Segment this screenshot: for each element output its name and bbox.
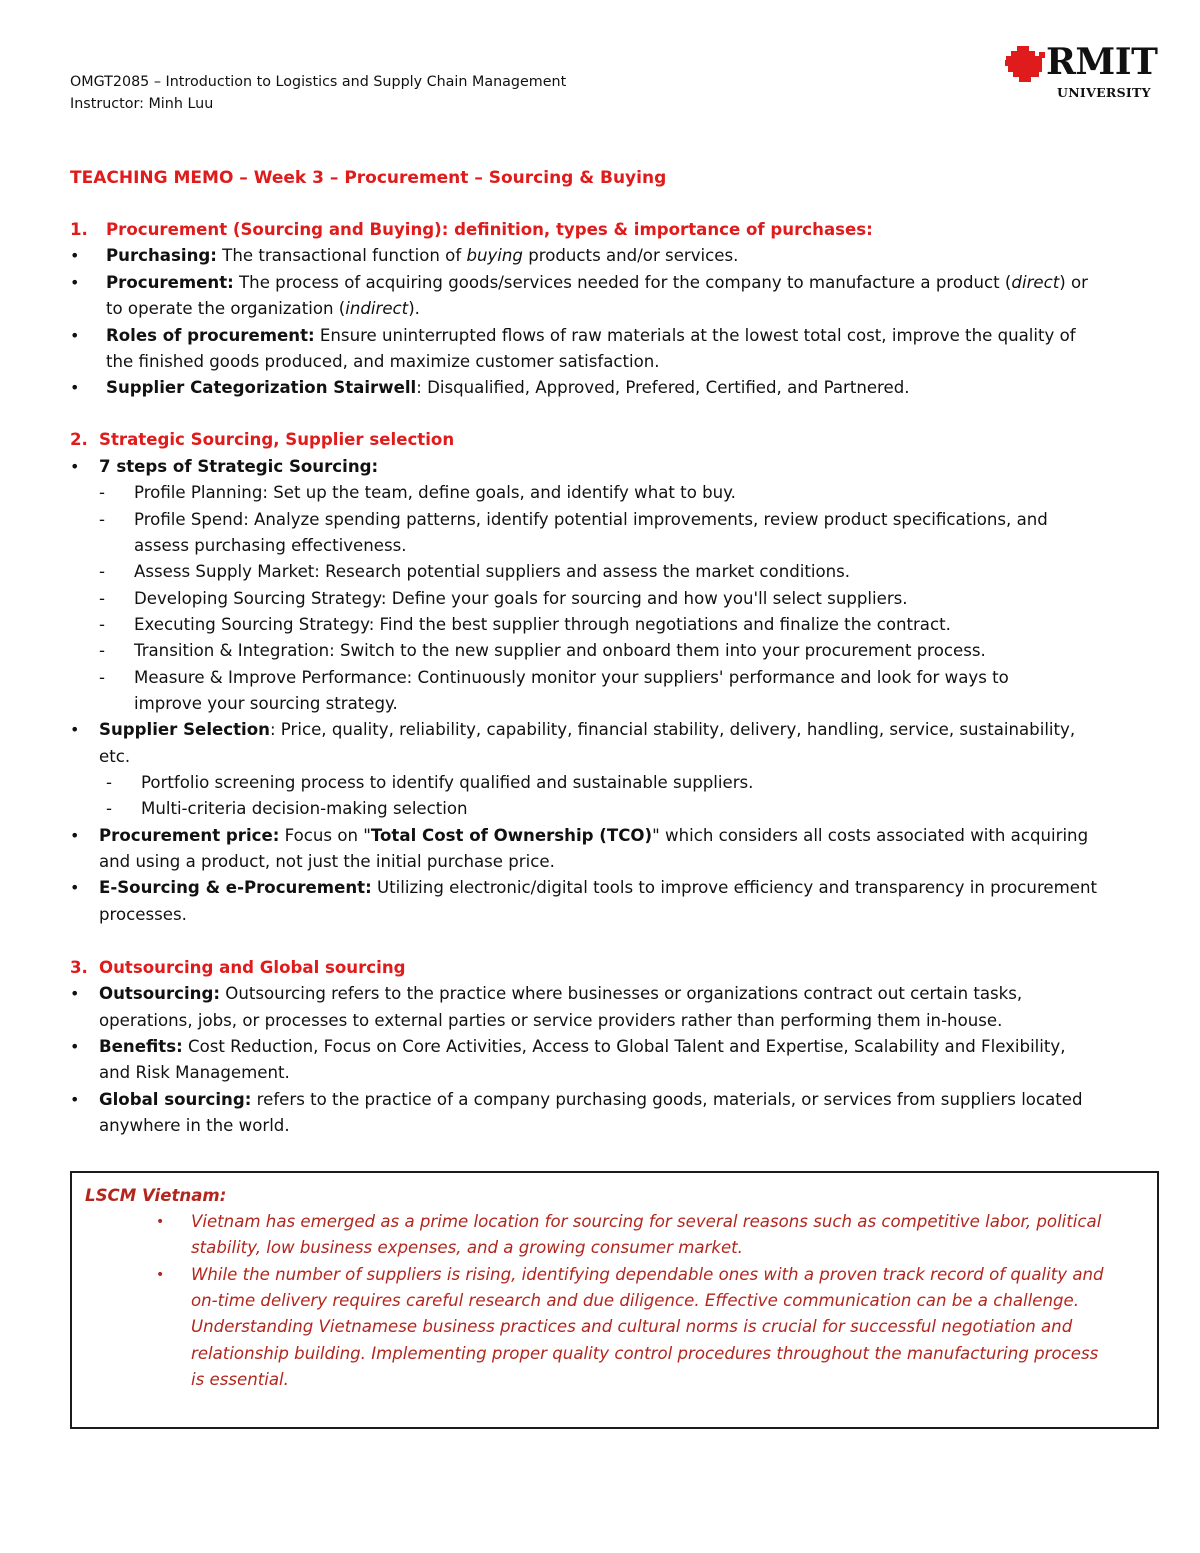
- bullet-icon: •: [70, 1037, 80, 1056]
- esourcing-item: [99, 875, 1097, 901]
- term-stairwell: Supplier Categorization Stairwell: [106, 378, 417, 397]
- document-header: [70, 71, 566, 115]
- dash-icon: -: [99, 668, 105, 687]
- price-item: [99, 823, 1088, 849]
- outsourcing-item: [99, 981, 1022, 1007]
- term-outsourcing: Outsourcing:: [99, 984, 220, 1003]
- bullet-icon: •: [70, 1090, 80, 1109]
- bullet-icon: •: [156, 1214, 165, 1230]
- selection-item: [99, 717, 1075, 743]
- esourcing-item-cont: processes.: [99, 905, 187, 924]
- section-1-number: 1.: [70, 220, 88, 239]
- dash-icon: -: [99, 615, 105, 634]
- emphasis: indirect: [345, 299, 409, 318]
- section-2-title: Strategic Sourcing, Supplier selection: [99, 430, 455, 449]
- step-item-cont: improve your sourcing strategy.: [134, 694, 398, 713]
- logo-wordmark: RMIT: [1046, 41, 1158, 83]
- benefits-item: [99, 1034, 1066, 1060]
- tco-term: Total Cost of Ownership (TCO): [370, 826, 653, 845]
- emphasis: buying: [466, 246, 523, 265]
- step-item: Profile Planning: Set up the team, define goals, and identify what to buy.: [134, 483, 736, 502]
- dash-icon: -: [99, 483, 105, 502]
- text: The transactional function of: [216, 246, 467, 265]
- text: Utilizing electronic/digital tools to improve efficiency and transparency in procurement: [371, 878, 1098, 897]
- step-item: Assess Supply Market: Research potential suppliers and assess the market conditions.: [134, 562, 851, 581]
- memo-title: TEACHING MEMO – Week 3 – Procurement – Sourcing & Buying: [70, 168, 667, 188]
- term-benefits: Benefits:: [99, 1037, 183, 1056]
- text: ) or: [1059, 273, 1088, 292]
- outsourcing-item-cont: operations, jobs, or processes to external parties or service providers rather than performing them in-house.: [99, 1011, 1003, 1030]
- term-price: Procurement price:: [99, 826, 280, 845]
- step-item-cont: assess purchasing effectiveness.: [134, 536, 407, 555]
- section-3-number: 3.: [70, 958, 88, 977]
- bullet-icon: •: [70, 878, 80, 897]
- bullet-icon: •: [70, 720, 80, 739]
- logo-subtitle: UNIVERSITY: [1057, 85, 1151, 100]
- bullet-icon: •: [70, 984, 80, 1003]
- section-1-title: Procurement (Sourcing and Buying): definition, types & importance of purchases:: [106, 220, 873, 239]
- text: Outsourcing refers to the practice where businesses or organizations contract out certain tasks,: [219, 984, 1023, 1003]
- dash-icon: -: [99, 562, 105, 581]
- dash-icon: -: [99, 641, 105, 660]
- text: : Price, quality, reliability, capability, financial stability, delivery, handling, service, sustainability,: [269, 720, 1076, 739]
- bullet-icon: •: [156, 1267, 165, 1283]
- text: to operate the organization (: [106, 299, 346, 318]
- box-bullet-2-cont: relationship building. Implementing proper quality control procedures throughout the manufacturing process: [191, 1344, 1099, 1363]
- purchasing-item: [106, 243, 738, 269]
- selection-item-cont: etc.: [99, 747, 131, 766]
- emphasis: direct: [1011, 273, 1060, 292]
- step-item: Developing Sourcing Strategy: Define your goals for sourcing and how you'll select suppliers.: [134, 589, 908, 608]
- global-item: [99, 1087, 1083, 1113]
- term-steps: 7 steps of Strategic Sourcing:: [99, 457, 379, 476]
- step-item: Executing Sourcing Strategy: Find the best supplier through negotiations and finalize the contract.: [134, 615, 951, 634]
- roles-item-cont: the finished goods produced, and maximize customer satisfaction.: [106, 352, 660, 371]
- procurement-item: [106, 270, 1088, 296]
- bullet-icon: •: [70, 246, 80, 265]
- section-2-heading: [70, 427, 455, 453]
- dash-icon: -: [99, 589, 105, 608]
- rmit-logo: [1005, 41, 1175, 106]
- step-item: Transition & Integration: Switch to the new supplier and onboard them into your procurement process.: [134, 641, 986, 660]
- selection-sub-item: Portfolio screening process to identify qualified and sustainable suppliers.: [141, 773, 754, 792]
- box-bullet-2: While the number of suppliers is rising, identifying dependable ones with a proven track record of quality and: [191, 1265, 1104, 1284]
- bullet-icon: •: [70, 273, 80, 292]
- term-selection: Supplier Selection: [99, 720, 270, 739]
- box-title: LSCM Vietnam:: [85, 1186, 227, 1205]
- rmit-pixel-icon: [1005, 46, 1045, 84]
- benefits-item-cont: and Risk Management.: [99, 1063, 290, 1082]
- course-title: OMGT2085 – Introduction to Logistics and Supply Chain Management: [70, 74, 567, 90]
- step-item: Measure & Improve Performance: Continuously monitor your suppliers' performance and look for ways to: [134, 668, 1009, 687]
- term-purchasing: Purchasing:: [106, 246, 217, 265]
- bullet-icon: •: [70, 826, 80, 845]
- text: " which considers all costs associated with acquiring: [652, 826, 1089, 845]
- instructor-line: Instructor: Minh Luu: [70, 96, 214, 112]
- section-3-title: Outsourcing and Global sourcing: [99, 958, 406, 977]
- box-bullet-1-cont: stability, low business expenses, and a growing consumer market.: [191, 1238, 743, 1257]
- text: ).: [408, 299, 420, 318]
- bullet-icon: •: [70, 457, 80, 476]
- section-1-heading: [70, 217, 873, 243]
- price-item-cont: and using a product, not just the initial purchase price.: [99, 852, 555, 871]
- roles-item: [106, 323, 1076, 349]
- bullet-icon: •: [70, 326, 80, 345]
- box-bullet-2-cont: Understanding Vietnamese business practices and cultural norms is crucial for successful negotiation and: [191, 1317, 1073, 1336]
- step-item: Profile Spend: Analyze spending patterns, identify potential improvements, review product specifications, and: [134, 510, 1048, 529]
- text: products and/or services.: [522, 246, 739, 265]
- term-roles: Roles of procurement:: [106, 326, 315, 345]
- procurement-item-cont: [106, 296, 420, 322]
- term-procurement: Procurement:: [106, 273, 234, 292]
- dash-icon: -: [99, 510, 105, 529]
- term-global: Global sourcing:: [99, 1090, 252, 1109]
- text: Ensure uninterrupted flows of raw materials at the lowest total cost, improve the quality of: [314, 326, 1076, 345]
- dash-icon: -: [106, 799, 112, 818]
- section-3-heading: [70, 955, 406, 981]
- text: : Disqualified, Approved, Prefered, Certified, and Partnered.: [416, 378, 910, 397]
- bullet-icon: •: [70, 378, 80, 397]
- selection-sub-item: Multi-criteria decision-making selection: [141, 799, 468, 818]
- text: The process of acquiring goods/services needed for the company to manufacture a product (: [233, 273, 1012, 292]
- lscm-vietnam-box: [70, 1171, 1159, 1429]
- global-item-cont: anywhere in the world.: [99, 1116, 290, 1135]
- stairwell-item: [106, 375, 910, 401]
- box-bullet-2-cont: on-time delivery requires careful research and due diligence. Effective communication can be a challenge.: [191, 1291, 1079, 1310]
- box-bullet-2-cont: is essential.: [191, 1370, 289, 1389]
- steps-title: [99, 454, 378, 480]
- section-2-number: 2.: [70, 430, 88, 449]
- text: Focus on ": [279, 826, 371, 845]
- term-esourcing: E-Sourcing & e-Procurement:: [99, 878, 372, 897]
- box-bullet-1: Vietnam has emerged as a prime location for sourcing for several reasons such as competitive labor, political: [191, 1212, 1102, 1231]
- text: refers to the practice of a company purchasing goods, materials, or services from suppliers located: [251, 1090, 1083, 1109]
- text: Cost Reduction, Focus on Core Activities, Access to Global Talent and Expertise, Scalability and Flexibility,: [182, 1037, 1066, 1056]
- dash-icon: -: [106, 773, 112, 792]
